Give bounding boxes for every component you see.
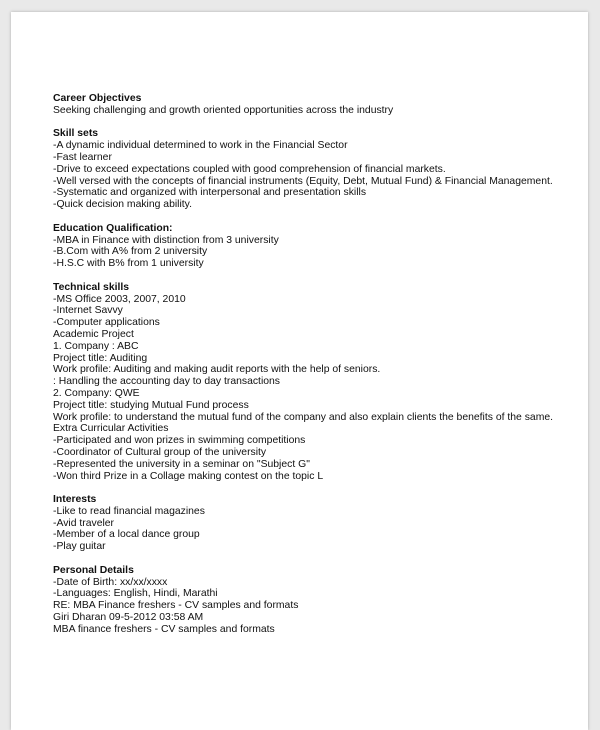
section-line: -Member of a local dance group <box>53 529 200 541</box>
section-line: Extra Curricular Activities <box>53 423 169 435</box>
section-line: -Fast learner <box>53 151 112 163</box>
section-education-qualification <box>53 223 583 270</box>
section-heading: Personal Details <box>53 564 134 576</box>
section-line: -Coordinator of Cultural group of the university <box>53 446 267 458</box>
section-line: -A dynamic individual determined to work in the Financial Sector <box>53 140 348 152</box>
resume-content <box>53 93 583 647</box>
section-line: -Avid traveler <box>53 517 115 529</box>
section-skill-sets <box>53 128 583 211</box>
section-heading: Career Objectives <box>53 93 142 104</box>
section-line: RE: MBA Finance freshers - CV samples and formats <box>53 600 299 612</box>
section-heading: Education Qualification: <box>53 222 173 234</box>
section-career-objectives <box>53 93 583 117</box>
section-personal-details <box>53 565 583 636</box>
section-line: -Quick decision making ability. <box>53 199 192 211</box>
section-line: 1. Company : ABC <box>53 340 139 352</box>
document-page <box>11 12 588 730</box>
section-line: -Systematic and organized with interpersonal and presentation skills <box>53 187 367 199</box>
section-line: -Languages: English, Hindi, Marathi <box>53 588 218 600</box>
section-line: -B.Com with A% from 2 university <box>53 246 208 258</box>
section-line: -Well versed with the concepts of financial instruments (Equity, Debt, Mutual Fund) & Financial Management. <box>53 175 553 187</box>
section-line: MBA finance freshers - CV samples and formats <box>53 623 275 635</box>
section-line: -Represented the university in a seminar on "Subject G" <box>53 458 310 470</box>
section-line: Academic Project <box>53 328 134 340</box>
section-line: Work profile: Auditing and making audit reports with the help of seniors. <box>53 364 381 376</box>
section-line: -MS Office 2003, 2007, 2010 <box>53 293 186 305</box>
section-line: -Date of Birth: xx/xx/xxxx <box>53 576 168 588</box>
section-line: -MBA in Finance with distinction from 3 university <box>53 234 279 246</box>
section-line: 2. Company: QWE <box>53 387 140 399</box>
section-interests <box>53 494 583 553</box>
section-line: -Computer applications <box>53 317 160 329</box>
section-heading: Skill sets <box>53 128 99 140</box>
section-technical-skills <box>53 282 583 483</box>
section-line: -Play guitar <box>53 541 106 553</box>
section-line: -H.S.C with B% from 1 university <box>53 258 204 270</box>
section-line: Project title: studying Mutual Fund process <box>53 399 249 411</box>
section-line: -Like to read financial magazines <box>53 505 205 517</box>
section-line: Work profile: to understand the mutual fund of the company and also explain clients the benefits of the same. <box>53 411 554 423</box>
section-line: Giri Dharan 09-5-2012 03:58 AM <box>53 612 204 624</box>
section-line: Seeking challenging and growth oriented opportunities across the industry <box>53 104 394 116</box>
section-line: Project title: Auditing <box>53 352 148 364</box>
section-heading: Interests <box>53 494 97 506</box>
section-line: -Drive to exceed expectations coupled with good comprehension of financial markets. <box>53 163 446 175</box>
section-line: : Handling the accounting day to day transactions <box>53 376 281 388</box>
section-line: -Internet Savvy <box>53 305 123 317</box>
section-line: -Participated and won prizes in swimming competitions <box>53 435 306 447</box>
section-heading: Technical skills <box>53 281 130 293</box>
section-line: -Won third Prize in a Collage making contest on the topic L <box>53 470 324 482</box>
